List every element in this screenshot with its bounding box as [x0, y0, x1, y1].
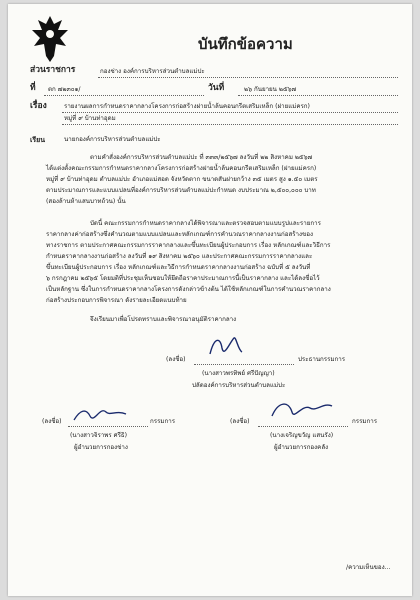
agency-value: กองช่าง องค์การบริหารส่วนตำบลแม่ปะ	[100, 68, 205, 75]
subject-dots-2	[62, 124, 398, 125]
left-sign-line	[68, 426, 148, 427]
p2-line: ขึ้นทะเบียนผู้ประกอบการ เรื่อง หลักเกณฑ์และวิธีการกำหนดราคากลางงานก่อสร้าง ฉบับที่ ๕ ลงวันที่	[46, 264, 311, 271]
right-name: (นางเจริญขวัญ แสนรัง)	[270, 432, 334, 439]
chair-sign-prefix: (ลงชื่อ)	[166, 356, 186, 363]
subject-dots-1	[62, 112, 398, 113]
memo-title: บันทึกข้อความ	[198, 35, 293, 53]
subject-label: เรื่อง	[30, 101, 47, 111]
chair-title: ปลัดองค์การบริหารส่วนตำบลแม่ปะ	[192, 382, 286, 389]
to-value: นายกองค์การบริหารส่วนตำบลแม่ปะ	[64, 136, 161, 143]
right-title: ผู้อำนวยการกองคลัง	[274, 444, 329, 451]
to-label: เรียน	[30, 136, 46, 144]
chair-sign-line	[194, 364, 294, 365]
p2-line: ทางราชการ ตามประกาศคณะกรรมการราคากลางและขึ้นทะเบียนผู้ประกอบการ เรื่อง หลักเกณฑ์และวิธีการ	[46, 242, 331, 249]
chair-role: ประธานกรรมการ	[298, 356, 346, 363]
left-name: (นางสาวจิราพร ศรีธิ)	[70, 432, 128, 439]
closing-text: จึงเรียนมาเพื่อโปรดทราบและพิจารณาอนุมัติราคากลาง	[90, 316, 237, 323]
p2-line: ก่อสร้างประกอบการพิจารณา ดังรายละเอียดแนบท้าย	[46, 297, 187, 304]
subject-line1: รายงานผลการกำหนดราคากลางโครงการก่อสร้างฝายน้ำล้นคอนกรีตเสริมเหล็ก (ฝายแม่ครก)	[64, 103, 310, 110]
chair-name: (นางสาวพรทิพย์ ศรีปัญญา)	[202, 370, 275, 377]
left-title: ผู้อำนวยการกองช่าง	[74, 444, 128, 451]
chair-signature-icon	[204, 332, 248, 360]
p1-line: ตามประมาณการและแบบแปลนที่องค์การบริหารส่วนตำบลแม่ปะกำหนด งบประมาณ ๒,๕๐๐,๐๐๐ บาท	[46, 187, 316, 194]
right-sign-prefix: (ลงชื่อ)	[230, 418, 250, 425]
right-signature-icon	[266, 396, 336, 426]
left-signature-icon	[70, 402, 130, 428]
agency-label: ส่วนราชการ	[30, 65, 76, 75]
ref-label: ที่	[30, 83, 36, 93]
subject-line2: หมู่ที่ ๙ บ้านท่าอุดม	[64, 115, 116, 122]
date-label: วันที่	[208, 83, 225, 93]
continue-note: /ความเห็นของ...	[346, 564, 391, 571]
p2-line: กำหนดราคากลางงานก่อสร้าง ลงวันที่ ๑๙ สิงหาคม ๒๕๖๐ และประกาศคณะกรรมการราคากลางและ	[46, 253, 313, 260]
date-value: ๒๖ กันยายน ๒๕๖๗	[244, 86, 297, 93]
garuda-emblem-icon	[28, 12, 72, 64]
p1-line: หมู่ที่ ๙ บ้านท่าอุดม ตำบลแม่ปะ อำเภอแม่สอด จังหวัดตาก ขนาดสันฝายกว้าง ๓๕ เมตร สูง ๑.๕๐ เมตร	[46, 176, 318, 183]
ref-value: ตก ๗๒๓๐๑/	[48, 86, 81, 93]
ref-dots	[44, 95, 204, 96]
p2-line: เป็นหลักฐาน ซึ่งในการกำหนดราคากลางโครงการดังกล่าวข้างต้น ได้ใช้หลักเกณฑ์ในการคำนวณราคากลาง	[46, 286, 331, 293]
left-sign-prefix: (ลงชื่อ)	[42, 418, 62, 425]
agency-dots	[98, 77, 398, 78]
p1-line: ได้แต่งตั้งคณะกรรมการกำหนดราคากลางโครงการก่อสร้างฝายน้ำล้นคอนกรีตเสริมเหล็ก (ฝายแม่ครก)	[46, 165, 317, 172]
p1-line: ตามคำสั่งองค์การบริหารส่วนตำบลแม่ปะ ที่ ๓๓๓/๒๕๖๗ ลงวันที่ ๒๒ สิงหาคม ๒๕๖๗	[90, 154, 313, 161]
p2-line: บัดนี้ คณะกรรมการกำหนดราคากลางได้พิจารณาและตรวจสอบตามแบบรูปและรายการ	[90, 220, 321, 227]
right-role: กรรมการ	[352, 418, 378, 425]
memo-page	[8, 4, 412, 596]
right-sign-line	[258, 426, 348, 427]
date-dots	[238, 95, 398, 96]
left-role: กรรมการ	[150, 418, 176, 425]
p2-line: ราคากลางค่าก่อสร้างซึ่งคำนวณตามแบบแปลนและหลักเกณฑ์การคำนวณราคากลางงานก่อสร้างของ	[46, 231, 314, 238]
p2-line: ๖ กรกฎาคม ๒๕๖๕ โดยมติที่ประชุมเห็นชอบให้ยึดถือราคาประมาณการนี้เป็นราคากลาง และได้ลงชื่อไว้	[46, 275, 320, 282]
p1-line: (สองล้านห้าแสนบาทถ้วน) นั้น	[46, 198, 126, 205]
